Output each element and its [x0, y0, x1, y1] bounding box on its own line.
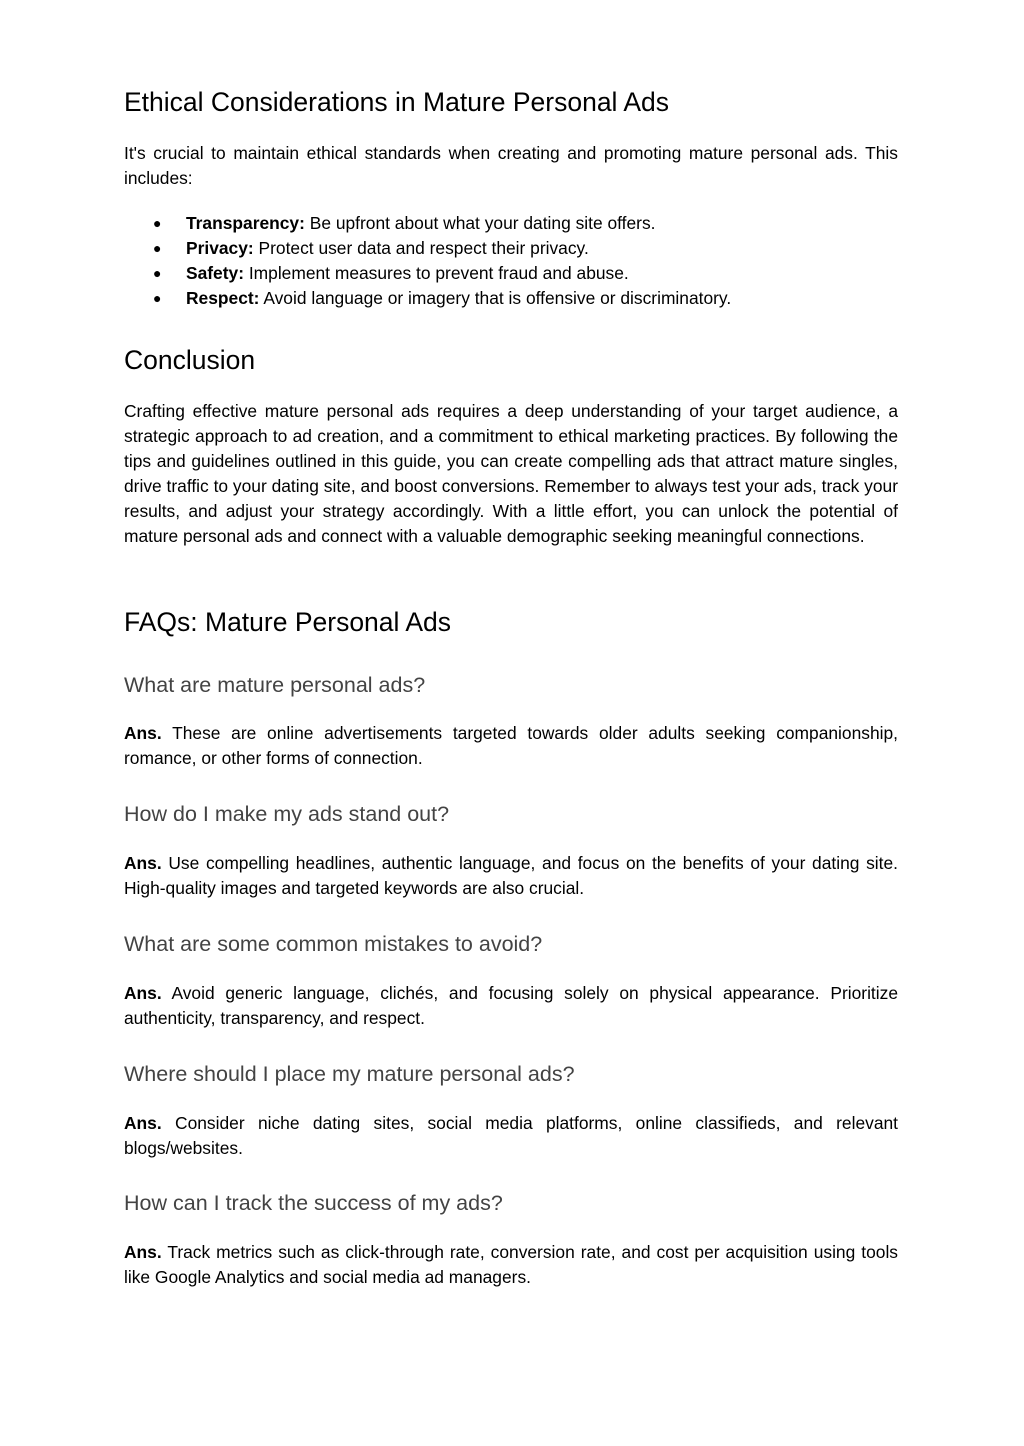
ethics-list-item: [124, 211, 898, 236]
faq-answer: [124, 1111, 898, 1161]
faq-question: Where should I place my mature personal ads?: [124, 1062, 575, 1086]
answer-text: Track metrics such as click-through rate, conversion rate, and cost per acquisition using tools like Google Analytics and social media ad managers.: [124, 1242, 898, 1287]
faq-question: What are some common mistakes to avoid?: [124, 932, 543, 956]
ethics-list-item: [124, 286, 898, 311]
ethics-term: Safety:: [186, 263, 244, 283]
ethics-list-item: [124, 261, 898, 286]
ethics-text: Protect user data and respect their privacy.: [253, 238, 589, 258]
answer-prefix: Ans.: [124, 983, 162, 1003]
bullet-icon: ●: [153, 290, 162, 306]
ethics-text: Avoid language or imagery that is offensive or discriminatory.: [259, 288, 732, 308]
answer-text: Use compelling headlines, authentic language, and focus on the benefits of your dating site. High-quality images and targeted keywords are also crucial.: [124, 853, 898, 898]
answer-prefix: Ans.: [124, 853, 162, 873]
faqs-heading: FAQs: Mature Personal Ads: [124, 607, 451, 637]
faq-answer: [124, 851, 898, 901]
bullet-icon: ●: [153, 215, 162, 231]
bullet-icon: ●: [153, 265, 162, 281]
ethics-intro: It's crucial to maintain ethical standards when creating and promoting mature personal ads. This includes:: [124, 143, 898, 188]
faq-answer: [124, 981, 898, 1031]
ethics-text: Be upfront about what your dating site offers.: [304, 213, 656, 233]
faq-question: How can I track the success of my ads?: [124, 1191, 503, 1215]
answer-prefix: Ans.: [124, 723, 162, 743]
ethics-term: Privacy:: [186, 238, 254, 258]
answer-text: Avoid generic language, clichés, and focusing solely on physical appearance. Prioritize authenticity, transparency, and respect.: [124, 983, 898, 1028]
answer-prefix: Ans.: [124, 1242, 162, 1262]
answer-prefix: Ans.: [124, 1113, 162, 1133]
ethics-heading: Ethical Considerations in Mature Personal Ads: [124, 87, 670, 117]
ethics-list: [124, 211, 898, 311]
faq-answer: [124, 721, 898, 771]
faq-question: What are mature personal ads?: [124, 673, 426, 697]
answer-text: Consider niche dating sites, social media platforms, online classifieds, and relevant blogs/websites.: [124, 1113, 898, 1158]
ethics-list-item: [124, 236, 898, 261]
ethics-text: Implement measures to prevent fraud and abuse.: [244, 263, 629, 283]
ethics-term: Respect:: [186, 288, 260, 308]
conclusion-heading: Conclusion: [124, 345, 256, 375]
bullet-icon: ●: [153, 240, 162, 256]
ethics-term: Transparency:: [186, 213, 305, 233]
conclusion-text: Crafting effective mature personal ads requires a deep understanding of your target audience, a strategic approach to ad creation, and a commitment to ethical marketing practices. By following the tips and guidelines outlined in this guide, you can create compelling ads that attract mature singles, drive traffic to your dating site, and boost conversions. Remember to always test your ads, track your results, and adjust your strategy accordingly. With a little effort, you can unlock the potential of mature personal ads and connect with a valuable demographic seeking meaningful connections.: [124, 401, 898, 546]
faq-question: How do I make my ads stand out?: [124, 802, 450, 826]
faq-answer: [124, 1240, 898, 1290]
answer-text: These are online advertisements targeted towards older adults seeking companionship, romance, or other forms of connection.: [124, 723, 898, 768]
